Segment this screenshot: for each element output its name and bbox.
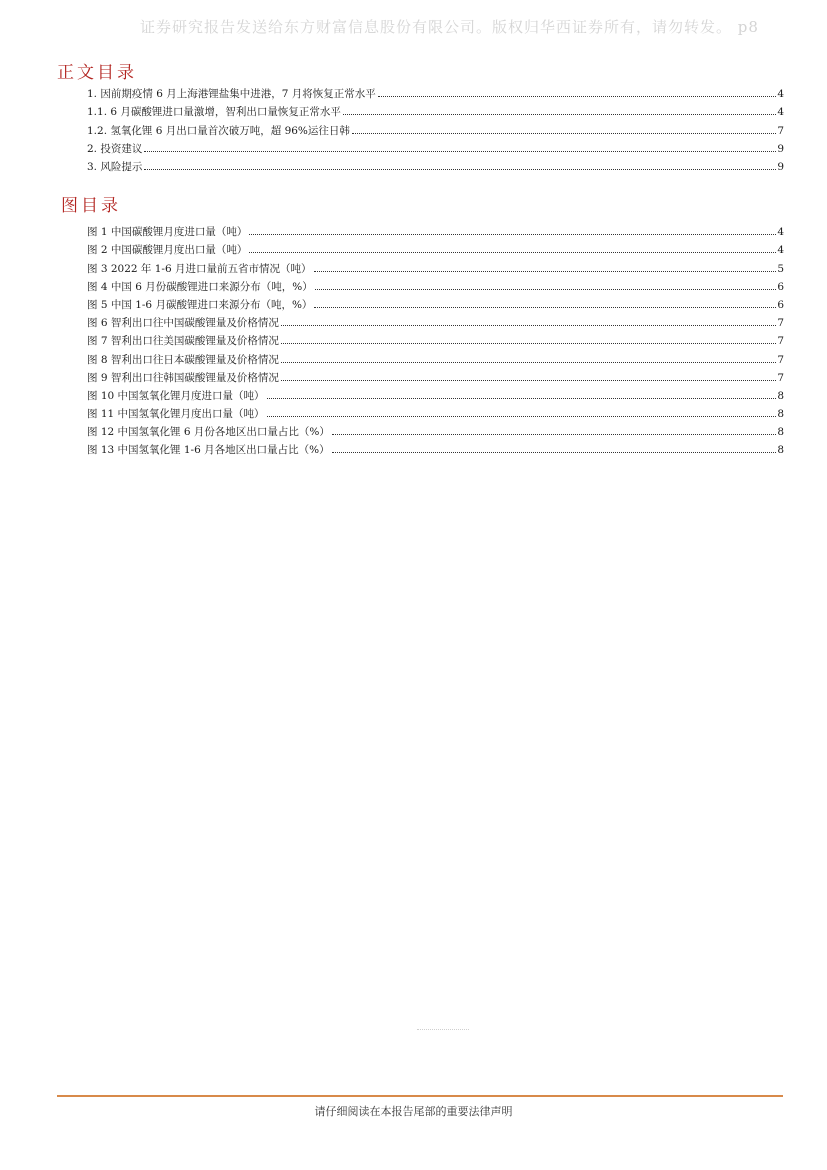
dot-leader (378, 95, 777, 97)
toc-entry-page-number: 9 (777, 142, 784, 155)
dot-leader (343, 113, 776, 115)
toc-entry-label: 1.1. 6 月碳酸锂进口量激增，智利出口量恢复正常水平 (87, 106, 341, 119)
toc-entry[interactable] (87, 82, 784, 100)
figure-list (87, 220, 784, 456)
toc-entry[interactable] (87, 137, 784, 155)
figure-entry-page-number: 7 (777, 335, 784, 348)
figure-entry-label: 图 5 中国 1-6 月碳酸锂进口来源分布（吨，%） (87, 298, 313, 311)
toc-title: 正文目录 (57, 63, 137, 83)
figure-entry-label: 图 2 中国碳酸锂月度出口量（吨） (87, 244, 248, 257)
figure-entry-page-number: 8 (777, 426, 784, 439)
figure-entry-label: 图 13 中国氢氧化锂 1-6 月各地区出口量占比（%） (87, 444, 330, 457)
figure-entry[interactable] (87, 402, 784, 420)
dot-leader (267, 397, 777, 399)
figure-entry-label: 图 11 中国氢氧化锂月度出口量（吨） (87, 408, 265, 421)
dot-leader (249, 251, 776, 253)
toc-entry[interactable] (87, 100, 784, 118)
figure-entry-page-number: 5 (777, 262, 784, 275)
toc-entry-label: 2. 投资建议 (87, 142, 143, 155)
dot-leader (281, 324, 776, 326)
toc-entry-page-number: 4 (777, 106, 784, 119)
toc-entry[interactable] (87, 118, 784, 136)
dot-leader (144, 150, 776, 152)
dot-leader (315, 288, 777, 290)
figure-list-title: 图目录 (61, 196, 121, 216)
toc-entry-page-number: 7 (777, 124, 784, 137)
toc-list (87, 82, 784, 173)
dot-leader (144, 168, 776, 170)
watermark-text: 证券研究报告发送给东方财富信息股份有限公司。版权归华西证券所有，请勿转发。 p8 (140, 18, 759, 36)
figure-entry-page-number: 4 (777, 244, 784, 257)
figure-entry[interactable] (87, 438, 784, 456)
figure-entry-page-number: 8 (777, 444, 784, 457)
figure-entry[interactable] (87, 275, 784, 293)
figure-entry[interactable] (87, 238, 784, 256)
dot-leader (267, 415, 777, 417)
figure-entry-label: 图 6 智利出口往中国碳酸锂量及价格情况 (87, 317, 279, 330)
dot-leader (281, 361, 776, 363)
figure-entry-page-number: 8 (777, 389, 784, 402)
toc-entry-page-number: 9 (777, 160, 784, 173)
figure-entry[interactable] (87, 329, 784, 347)
figure-entry-page-number: 7 (777, 353, 784, 366)
dot-leader (281, 342, 776, 344)
toc-entry-label: 1. 因前期疫情 6 月上海港锂盐集中进港，7 月将恢复正常水平 (87, 88, 376, 101)
figure-entry-label: 图 1 中国碳酸锂月度进口量（吨） (87, 226, 248, 239)
faint-divider (417, 1029, 469, 1030)
dot-leader (332, 451, 777, 453)
dot-leader (314, 270, 777, 272)
figure-entry[interactable] (87, 366, 784, 384)
toc-entry-page-number: 4 (777, 88, 784, 101)
figure-entry[interactable] (87, 311, 784, 329)
figure-entry-label: 图 7 智利出口往美国碳酸锂量及价格情况 (87, 335, 279, 348)
dot-leader (332, 433, 776, 435)
figure-entry[interactable] (87, 293, 784, 311)
figure-entry-label: 图 8 智利出口往日本碳酸锂量及价格情况 (87, 353, 279, 366)
figure-entry-label: 图 10 中国氢氧化锂月度进口量（吨） (87, 389, 265, 402)
figure-entry[interactable] (87, 384, 784, 402)
figure-entry-page-number: 7 (777, 317, 784, 330)
figure-entry-label: 图 3 2022 年 1-6 月进口量前五省市情况（吨） (87, 262, 312, 275)
figure-entry-label: 图 4 中国 6 月份碳酸锂进口来源分布（吨，%） (87, 280, 313, 293)
footer-notice: 请仔细阅读在本报告尾部的重要法律声明 (314, 1105, 513, 1118)
figure-entry-page-number: 6 (777, 280, 784, 293)
figure-entry[interactable] (87, 220, 784, 238)
figure-entry[interactable] (87, 347, 784, 365)
figure-entry-page-number: 4 (777, 226, 784, 239)
toc-entry-label: 3. 风险提示 (87, 160, 143, 173)
figure-entry[interactable] (87, 256, 784, 274)
toc-entry[interactable] (87, 155, 784, 173)
figure-entry-page-number: 6 (777, 298, 784, 311)
dot-leader (281, 379, 776, 381)
figure-entry-label: 图 12 中国氢氧化锂 6 月份各地区出口量占比（%） (87, 426, 330, 439)
dot-leader (352, 132, 776, 134)
dot-leader (249, 233, 776, 235)
toc-entry-label: 1.2. 氢氧化锂 6 月出口量首次破万吨，超 96%运往日韩 (87, 124, 350, 137)
footer-rule (57, 1095, 783, 1097)
figure-entry-page-number: 8 (777, 408, 784, 421)
figure-entry-page-number: 7 (777, 371, 784, 384)
figure-entry[interactable] (87, 420, 784, 438)
dot-leader (314, 306, 776, 308)
figure-entry-label: 图 9 智利出口往韩国碳酸锂量及价格情况 (87, 371, 279, 384)
